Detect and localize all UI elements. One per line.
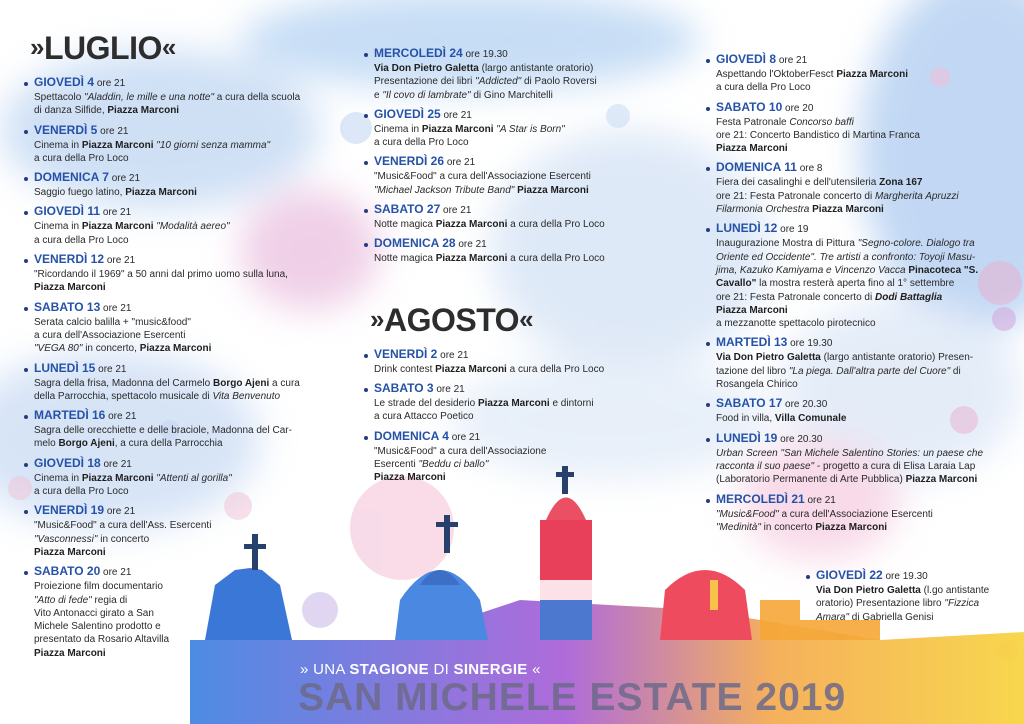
event-description-line: Piazza Marconi: [374, 472, 446, 484]
event-description-line: racconta il suo paese" - progetto a cura di Elisa Laraia Lap: [716, 460, 976, 472]
event-header: [34, 204, 316, 220]
event-item: [706, 52, 1006, 95]
event-header: [34, 123, 316, 139]
event-day: VENERDÌ 26: [374, 154, 445, 169]
event-time: ore 21: [807, 494, 836, 506]
event-item: [364, 347, 664, 376]
tagline-word-stagione: STAGIONE: [349, 661, 429, 678]
event-description-line: "Atto di fede" regia di: [34, 594, 128, 606]
event-description-line: a cura della Pro Loco: [34, 234, 129, 246]
event-time: ore 21: [778, 55, 808, 66]
event-description-line: Piazza Marconi: [34, 282, 106, 294]
event-header: [34, 456, 316, 472]
july-column: [24, 30, 316, 665]
event-time: ore 21: [96, 78, 126, 89]
event-item: [364, 381, 664, 424]
event-time: ore 21: [108, 411, 137, 423]
tagline-mid: DI: [433, 661, 450, 678]
event-day: GIOVEDÌ 8: [716, 52, 777, 66]
event-description-line: Aspettando l'OktoberFesct Piazza Marconi: [716, 69, 909, 80]
event-item: [24, 300, 316, 356]
august-cont-event-list: [706, 52, 1006, 534]
event-item: [24, 252, 316, 295]
right-column-bottom: [806, 568, 1006, 629]
event-description-line: Vito Antonacci girato a San: [34, 607, 154, 619]
event-day: DOMENICA 4: [374, 428, 449, 443]
event-time: ore 21: [106, 506, 136, 518]
chevron-left: »: [370, 303, 384, 334]
event-time: ore 19.30: [885, 571, 928, 582]
event-header: [716, 396, 1006, 412]
event-description-line: Piazza Marconi: [716, 304, 788, 316]
event-description-line: Via Don Pietro Galetta (largo antistante oratorio) Presen-: [716, 352, 974, 364]
event-item: [24, 564, 316, 660]
event-item: [706, 431, 1006, 487]
tagline-suffix: «: [532, 661, 541, 678]
event-description-line: tazione del libro "La piega. Dall'altra parte del Cuore" di: [716, 365, 961, 377]
event-description-line: ore 21: Concerto Bandistico di Martina Franca: [716, 129, 920, 141]
event-description-line: "Music&Food" a cura dell'Associazione: [374, 445, 547, 457]
event-header: [34, 252, 316, 268]
event-description-line: Via Don Pietro Galetta (largo antistante oratorio): [374, 63, 594, 74]
event-day: GIOVEDÌ 11: [34, 204, 101, 219]
right-column: [706, 52, 1006, 539]
event-description-line: ore 21: Festa Patronale concerto di Dodi Battaglia: [716, 291, 943, 303]
july-event-list: [24, 75, 316, 660]
event-item: [24, 361, 316, 404]
event-description-line: "Michael Jackson Tribute Band" Piazza Marconi: [374, 184, 589, 196]
event-item: [24, 408, 316, 451]
event-header: [374, 46, 664, 62]
event-time: ore 21: [440, 349, 469, 361]
event-item: [364, 202, 664, 231]
event-header: [34, 75, 316, 91]
event-day: LUNEDÌ 19: [716, 430, 778, 445]
event-item: [24, 75, 316, 118]
event-description-line: "VEGA 80" in concerto, Piazza Marconi: [34, 343, 212, 355]
event-header: [716, 160, 1006, 176]
event-description-line: "Music&Food" a cura dell'Associazione Esercenti: [374, 171, 591, 183]
event-time: ore 19: [780, 224, 809, 236]
event-header: [34, 361, 316, 377]
event-item: [24, 170, 316, 199]
event-description-line: Spettacolo "Aladdin, le mille e una notte" a cura della scuola: [34, 92, 301, 103]
tagline-prefix: » UNA: [300, 661, 345, 678]
event-time: ore 20: [785, 102, 814, 114]
event-description-line: Food in villa, Villa Comunale: [716, 413, 847, 425]
event-header: [716, 492, 1006, 508]
event-day: SABATO 13: [34, 299, 101, 314]
middle-column: [364, 46, 664, 489]
event-day: SABATO 3: [374, 380, 434, 395]
event-description-line: a cura della Pro Loco: [374, 137, 469, 149]
event-description-line: "Medinità" in concerto Piazza Marconi: [716, 521, 888, 533]
event-description-line: "Music&Food" a cura dell'Associazione Esercenti: [716, 508, 933, 520]
event-description-line: Piazza Marconi: [34, 546, 106, 558]
event-time: ore 21: [111, 173, 141, 185]
event-item: [706, 492, 1006, 535]
event-day: LUNEDÌ 12: [716, 221, 778, 236]
event-description-line: Proiezione film documentario: [34, 581, 163, 593]
event-description-line: "Ricordando il 1969" a 50 anni dal primo uomo sulla luna,: [34, 269, 288, 281]
event-day: VENERDÌ 19: [34, 503, 105, 518]
event-day: GIOVEDÌ 4: [34, 75, 95, 89]
event-item: [806, 568, 1006, 624]
footer-title: SAN MICHELE ESTATE 2019: [298, 676, 847, 719]
event-day: GIOVEDÌ 22: [816, 568, 883, 582]
chevron-left: »: [30, 32, 44, 62]
event-description-line: presentato da Rosario Altavilla: [34, 634, 170, 646]
event-time: ore 21: [451, 431, 481, 443]
event-day: DOMENICA 7: [34, 170, 109, 185]
event-day: MERCOLEDÌ 21: [716, 491, 805, 506]
event-header: [374, 347, 664, 363]
event-header: [34, 170, 316, 186]
event-description-line: Presentazione dei libri "Addicted" di Paolo Roversi: [374, 76, 597, 88]
event-description-line: a cura dell'Associazione Esercenti: [34, 329, 186, 341]
event-description-line: Cinema in Piazza Marconi "Modalità aereo": [34, 221, 230, 233]
event-time: ore 19.30: [465, 49, 508, 60]
event-description-line: Filarmonia Orchestra Piazza Marconi: [716, 204, 884, 216]
event-time: ore 21: [102, 207, 132, 219]
event-item: [706, 100, 1006, 156]
event-header: [374, 154, 664, 170]
event-item: [706, 396, 1006, 425]
event-description-line: Cinema in Piazza Marconi "10 giorni senza mamma": [34, 139, 271, 151]
event-header: [374, 236, 664, 252]
event-time: ore 21: [100, 125, 129, 137]
event-description-line: Cavallo" la mostra resterà aperta fino al 1° settembre: [716, 278, 955, 290]
event-time: ore 8: [799, 163, 823, 175]
event-item: [706, 160, 1006, 216]
event-description-line: Saggio fuego latino, Piazza Marconi: [34, 187, 197, 199]
chevron-right: «: [519, 303, 534, 334]
event-header: [816, 568, 1006, 584]
event-time: ore 21: [106, 255, 136, 267]
event-description-line: Via Don Pietro Galetta (l.go antistante: [816, 585, 990, 596]
event-time: ore 21: [103, 302, 132, 314]
event-time: ore 21: [446, 157, 476, 169]
event-day: MARTEDÌ 16: [34, 408, 106, 423]
event-day: LUNEDÌ 15: [34, 360, 96, 375]
event-day: VENERDÌ 12: [34, 252, 105, 267]
event-item: [364, 154, 664, 197]
event-description-line: Esercenti "Beddu ci ballo": [374, 458, 489, 470]
event-day: MERCOLEDÌ 24: [374, 46, 463, 60]
event-header: [34, 408, 316, 424]
event-day: VENERDÌ 2: [374, 346, 438, 361]
event-description-line: a cura della Pro Loco: [716, 82, 811, 94]
event-item: [24, 204, 316, 247]
event-item: [706, 221, 1006, 330]
august-title-text: AGOSTO: [383, 301, 520, 338]
event-day: SABATO 10: [716, 99, 783, 114]
event-description-line: ore 21: Festa Patronale concerto di Margherita Apruzzi: [716, 190, 959, 202]
event-time: ore 21: [98, 363, 127, 375]
event-description-line: jima, Kazuko Kamiyama e Vincenzo Vacca Pinacoteca "S.: [716, 264, 979, 276]
event-description-line: Piazza Marconi: [716, 143, 788, 155]
event-header: [34, 564, 316, 580]
event-description-line: Cinema in Piazza Marconi "Attenti al gorilla": [34, 472, 232, 484]
event-description-line: Fiera dei casalinghi e dell'utensileria Zona 167: [716, 177, 923, 189]
event-item: [24, 456, 316, 499]
event-day: GIOVEDÌ 25: [374, 106, 441, 121]
august-event-list: [364, 347, 664, 485]
event-description-line: Cinema in Piazza Marconi "A Star is Born": [374, 123, 565, 135]
event-time: ore 21: [443, 205, 472, 217]
event-header: [374, 381, 664, 397]
chevron-right: «: [161, 32, 176, 62]
tagline-word-sinergie: SINERGIE: [453, 661, 528, 678]
event-day: SABATO 20: [34, 564, 101, 579]
event-time: ore 21: [103, 567, 132, 579]
july-title-text: LUGLIO: [43, 30, 162, 66]
event-item: [364, 236, 664, 265]
event-header: [374, 202, 664, 218]
event-description-line: "Vasconnessi" in concerto: [34, 533, 150, 545]
event-description-line: oratorio) Presentazione libro "Fizzica: [816, 598, 980, 610]
event-description-line: Sagra della frisa, Madonna del Carmelo Borgo Ajeni a cura: [34, 377, 300, 389]
event-item: [24, 123, 316, 166]
july-cont-event-list: [364, 46, 664, 266]
event-day: SABATO 17: [716, 396, 783, 411]
event-header: [374, 107, 664, 123]
event-time: ore 20.30: [780, 433, 823, 445]
event-description-line: Notte magica Piazza Marconi a cura della Pro Loco: [374, 219, 605, 231]
event-header: [716, 221, 1006, 237]
event-description-line: melo Borgo Ajeni, a cura della Parrocchia: [34, 438, 223, 450]
event-header: [34, 300, 316, 316]
event-time: ore 20.30: [785, 399, 828, 411]
event-description-line: Festa Patronale Concorso baffi: [716, 116, 854, 128]
event-time: ore 21: [443, 109, 472, 121]
event-day: VENERDÌ 5: [34, 122, 98, 137]
event-day: DOMENICA 28: [374, 236, 456, 251]
event-day: GIOVEDÌ 18: [34, 455, 101, 470]
event-description-line: Drink contest Piazza Marconi a cura della Pro Loco: [374, 363, 605, 375]
event-description-line: Inaugurazione Mostra di Pittura "Segno-colore. Dialogo tra: [716, 238, 975, 250]
event-description-line: Piazza Marconi: [34, 647, 106, 659]
event-item: [706, 335, 1006, 391]
event-description-line: Notte magica Piazza Marconi a cura della Pro Loco: [374, 253, 605, 265]
event-header: [716, 52, 1006, 68]
event-description-line: Rosangela Chirico: [716, 379, 798, 391]
event-header: [716, 100, 1006, 116]
event-description-line: Urban Screen "San Michele Salentino Stories: un paese che: [716, 447, 984, 459]
july-title: [30, 30, 316, 65]
event-day: SABATO 27: [374, 202, 441, 217]
august-last-event-list: [806, 568, 1006, 624]
event-description-line: a cura della Pro Loco: [34, 152, 129, 164]
event-time: ore 21: [436, 383, 465, 395]
event-description-line: "Music&Food" a cura dell'Ass. Esercenti: [34, 520, 212, 532]
event-item: [364, 429, 664, 485]
event-description-line: Michele Salentino prodotto e: [34, 621, 161, 633]
event-header: [374, 429, 664, 445]
event-time: ore 19.30: [790, 338, 833, 350]
event-item: [364, 107, 664, 150]
event-description-line: della Parrocchia, spettacolo musicale di Vita Benvenuto: [34, 390, 281, 402]
event-day: DOMENICA 11: [716, 160, 797, 175]
event-description-line: Amara" di Gabriella Genisi: [816, 611, 934, 623]
event-day: MARTEDÌ 13: [716, 335, 788, 350]
event-description-line: a cura della Pro Loco: [34, 486, 129, 498]
event-item: [24, 503, 316, 559]
event-item: [364, 46, 664, 102]
event-time: ore 21: [103, 458, 132, 470]
august-title: [370, 302, 664, 337]
event-header: [34, 503, 316, 519]
event-description-line: a mezzanotte spettacolo pirotecnico: [716, 318, 876, 330]
event-description-line: (Laboratorio Permanente di Arte Pubblica) Piazza Marconi: [716, 474, 978, 486]
event-time: ore 21: [458, 239, 487, 251]
event-description-line: Oriente ed Occidente". Tre artisti a confronto: Toyoji Masu-: [716, 251, 976, 263]
event-description-line: e "Il covo di lambrate" di Gino Marchitelli: [374, 89, 553, 101]
event-header: [716, 431, 1006, 447]
event-description-line: di danza Silfide, Piazza Marconi: [34, 105, 180, 117]
event-description-line: a cura Attacco Poetico: [374, 411, 474, 423]
event-header: [716, 335, 1006, 351]
event-description-line: Sagra delle orecchiette e delle braciole, Madonna del Car-: [34, 425, 292, 437]
event-description-line: Serata calcio balilla + "music&food": [34, 316, 191, 328]
event-description-line: Le strade del desiderio Piazza Marconi e dintorni: [374, 397, 594, 409]
